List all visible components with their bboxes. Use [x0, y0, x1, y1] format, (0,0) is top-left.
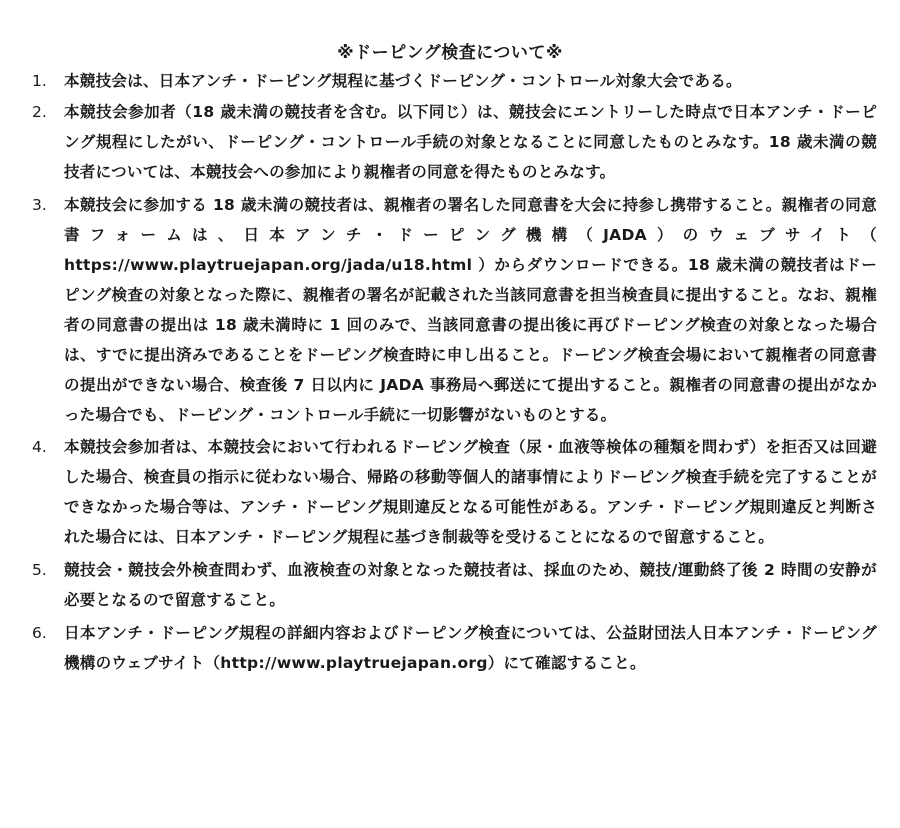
- item-number: 1.: [32, 72, 47, 90]
- item-text: 本競技会は、日本アンチ・ドーピング規程に基づくドーピング・コントロール対象大会である。: [64, 72, 742, 90]
- list-item: [32, 555, 877, 615]
- item-number: 3.: [32, 196, 47, 214]
- list-item: [32, 618, 877, 678]
- list-item: [32, 66, 877, 96]
- list-item: [32, 432, 877, 552]
- notice-list: [32, 66, 877, 678]
- list-item: [32, 97, 877, 187]
- item-number: 4.: [32, 438, 47, 456]
- list-item: [32, 190, 877, 430]
- item-number: 6.: [32, 624, 47, 642]
- item-number: 5.: [32, 561, 47, 579]
- document-title: ※ドーピング検査について※: [337, 43, 563, 63]
- item-text: 日本アンチ・ドーピング規程の詳細内容およびドーピング検査については、公益財団法人日本アンチ・ドーピング機構のウェブサイト（http://www.playtruejapan.org）にて確認すること。: [64, 624, 877, 672]
- item-text: 競技会・競技会外検査問わず、血液検査の対象となった競技者は、採血のため、競技/運動終了後 2 時間の安静が必要となるので留意すること。: [64, 561, 877, 609]
- item-text: 本競技会参加者は、本競技会において行われるドーピング検査（尿・血液等検体の種類を問わず）を拒否又は回避した場合、検査員の指示に従わない場合、帰路の移動等個人的諸事情によりドーピング検査手続を完了することができなかった場合等は、アンチ・ドーピング規則違反となる可能性がある。アンチ・ドーピング規則違反と判断された場合には、日本アンチ・ドーピング規程に基づき制裁等を受けることになるので留意すること。: [64, 438, 877, 546]
- item-number: 2.: [32, 103, 47, 121]
- item-text: 本競技会に参加する 18 歳未満の競技者は、親権者の署名した同意書を大会に持参し携帯すること。親権者の同意書フォームは、日本アンチ・ドーピング機構（JADA）のウェブサイト（ https://www.playtruejapan.org/jada/u18.html ）からダウンロードできる。18 歳未満の競技者はドーピング検査の対象となった際に、親権者の署名が記載された当該同意書を担当検査員に提出すること。なお、親権者の同意書の提出は 18 歳未満時に 1 回のみで、当該同意書の提出後に再びドーピング検査の対象となった場合は、すでに提出済みであることをドーピング検査時に申し出ること。ドーピング検査会場において親権者の同意書の提出ができない場合、検査後 7 日以内に JADA 事務局へ郵送にて提出すること。親権者の同意書の提出がなかった場合でも、ドーピング・コントロール手続に一切影響がないものとする。: [64, 196, 877, 424]
- item-text: 本競技会参加者（18 歳未満の競技者を含む。以下同じ）は、競技会にエントリーした時点で日本アンチ・ドーピング規程にしたがい、ドーピング・コントロール手続の対象となることに同意したものとみなす。18 歳未満の競技者については、本競技会への参加により親権者の同意を得たものとみなす。: [64, 103, 877, 181]
